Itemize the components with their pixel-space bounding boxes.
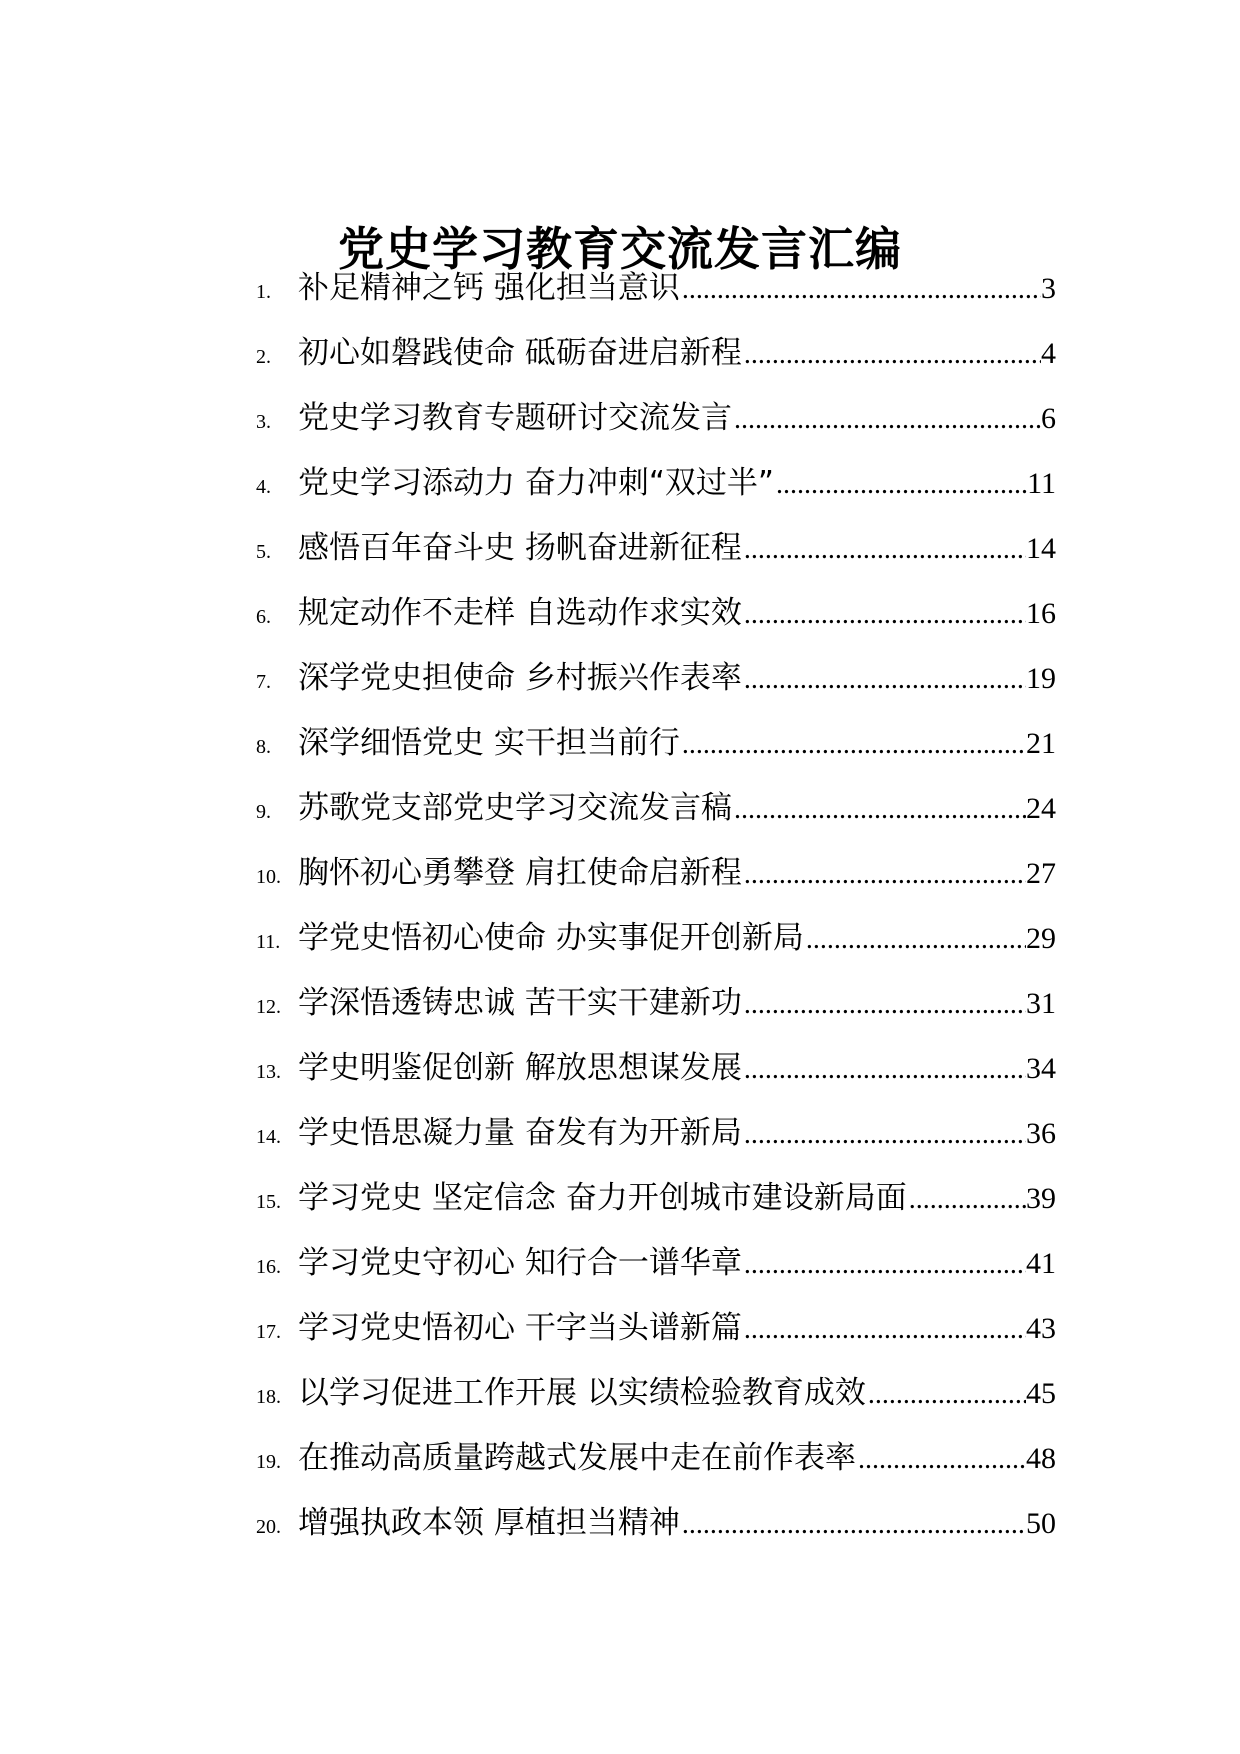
toc-entry-number: 20. [256,1516,281,1538]
toc-entry-page: 16 [1026,597,1056,630]
toc-dot-leader [742,599,1026,631]
toc-dot-leader [742,339,1041,371]
toc-entry-title: 学习党史 坚定信念 奋力开创城市建设新局面 [298,1180,907,1216]
toc-entry-title: 苏歌党支部党史学习交流发言稿 [298,790,732,826]
toc-entry-number: 9. [256,801,271,823]
toc-dot-leader [742,1054,1026,1086]
toc-entry-page: 6 [1041,402,1056,435]
toc-entry[interactable] [256,847,1056,912]
toc-entry-page: 3 [1041,272,1056,305]
toc-dot-leader [742,664,1026,696]
toc-entry-page: 45 [1026,1377,1056,1410]
toc-entry-title: 学习党史守初心 知行合一谱华章 [298,1245,742,1281]
toc-dot-leader [907,1184,1026,1216]
toc-entry[interactable] [256,262,1056,327]
toc-entry-title: 规定动作不走样 自选动作求实效 [298,595,742,631]
toc-entry-number: 7. [256,671,271,693]
toc-entry-number: 2. [256,346,271,368]
toc-dot-leader [732,404,1041,436]
toc-dot-leader [742,1119,1026,1151]
toc-entry[interactable] [256,1237,1056,1302]
toc-entry-title: 学党史悟初心使命 办实事促开创新局 [298,920,804,956]
toc-entry[interactable] [256,1042,1056,1107]
toc-entry-title: 在推动高质量跨越式发展中走在前作表率 [298,1440,856,1476]
toc-dot-leader [680,1509,1026,1541]
toc-entry-number: 3. [256,411,271,433]
toc-entry-title: 学史明鉴促创新 解放思想谋发展 [298,1050,742,1086]
toc-entry-title: 学习党史悟初心 干字当头谱新篇 [298,1310,742,1346]
toc-entry-page: 50 [1026,1507,1056,1540]
toc-entry-number: 1. [256,281,271,303]
toc-dot-leader [742,859,1026,891]
toc-entry-number: 12. [256,996,281,1018]
toc-dot-leader [742,989,1026,1021]
toc-dot-leader [774,469,1027,501]
toc-entry-number: 11. [256,931,281,953]
toc-entry-number: 4. [256,476,271,498]
toc-entry-page: 34 [1026,1052,1056,1085]
toc-entry[interactable] [256,587,1056,652]
toc-entry[interactable] [256,522,1056,587]
toc-entry-number: 16. [256,1256,281,1278]
toc-dot-leader [732,794,1026,826]
toc-dot-leader [804,924,1026,956]
toc-entry-number: 15. [256,1191,281,1213]
toc-dot-leader [742,1249,1026,1281]
toc-entry[interactable] [256,1432,1056,1497]
toc-entry-number: 8. [256,736,271,758]
toc-entry-title: 补足精神之钙 强化担当意识 [298,270,680,306]
toc-entry[interactable] [256,1172,1056,1237]
toc-entry-page: 14 [1026,532,1056,565]
toc-entry-title: 深学细悟党史 实干担当前行 [298,725,680,761]
toc-entry-number: 14. [256,1126,281,1148]
toc-entry[interactable] [256,912,1056,977]
toc-entry-title: 增强执政本领 厚植担当精神 [298,1505,680,1541]
toc-entry-title: 党史学习添动力 奋力冲刺“双过半” [298,465,774,501]
toc-entry-title: 初心如磐践使命 砥砺奋进启新程 [298,335,742,371]
toc-entry-number: 10. [256,866,281,888]
toc-entry-page: 4 [1041,337,1056,370]
toc-entry-title: 学史悟思凝力量 奋发有为开新局 [298,1115,742,1151]
toc-dot-leader [680,729,1026,761]
toc-entry[interactable] [256,392,1056,457]
table-of-contents [256,262,1056,1562]
toc-entry-page: 11 [1027,467,1056,500]
toc-entry[interactable] [256,1302,1056,1367]
toc-entry[interactable] [256,652,1056,717]
toc-entry[interactable] [256,1367,1056,1432]
toc-entry-title: 党史学习教育专题研讨交流发言 [298,400,732,436]
toc-dot-leader [856,1444,1026,1476]
toc-entry-number: 6. [256,606,271,628]
toc-entry-page: 24 [1026,792,1056,825]
toc-entry-number: 5. [256,541,271,563]
page-title: 党史学习教育交流发言汇编 [338,221,902,276]
toc-entry-page: 19 [1026,662,1056,695]
toc-entry[interactable] [256,1107,1056,1172]
toc-entry-number: 13. [256,1061,281,1083]
toc-entry-title: 感悟百年奋斗史 扬帆奋进新征程 [298,530,742,566]
toc-entry[interactable] [256,327,1056,392]
toc-entry-page: 48 [1026,1442,1056,1475]
toc-entry[interactable] [256,782,1056,847]
toc-entry[interactable] [256,977,1056,1042]
toc-entry-title: 以学习促进工作开展 以实绩检验教育成效 [298,1375,866,1411]
toc-entry[interactable] [256,717,1056,782]
toc-entry-page: 39 [1026,1182,1056,1215]
toc-entry[interactable] [256,1497,1056,1562]
toc-entry-title: 学深悟透铸忠诚 苦干实干建新功 [298,985,742,1021]
toc-entry-page: 41 [1026,1247,1056,1280]
toc-entry-page: 21 [1026,727,1056,760]
toc-entry-page: 36 [1026,1117,1056,1150]
toc-dot-leader [866,1379,1026,1411]
toc-entry-page: 27 [1026,857,1056,890]
toc-entry-page: 31 [1026,987,1056,1020]
toc-entry-title: 胸怀初心勇攀登 肩扛使命启新程 [298,855,742,891]
toc-entry-number: 19. [256,1451,281,1473]
toc-dot-leader [742,534,1026,566]
toc-entry-number: 17. [256,1321,281,1343]
toc-entry-title: 深学党史担使命 乡村振兴作表率 [298,660,742,696]
toc-dot-leader [742,1314,1026,1346]
toc-dot-leader [680,274,1041,306]
toc-entry-page: 43 [1026,1312,1056,1345]
toc-entry-page: 29 [1026,922,1056,955]
toc-entry[interactable] [256,457,1056,522]
toc-entry-number: 18. [256,1386,281,1408]
